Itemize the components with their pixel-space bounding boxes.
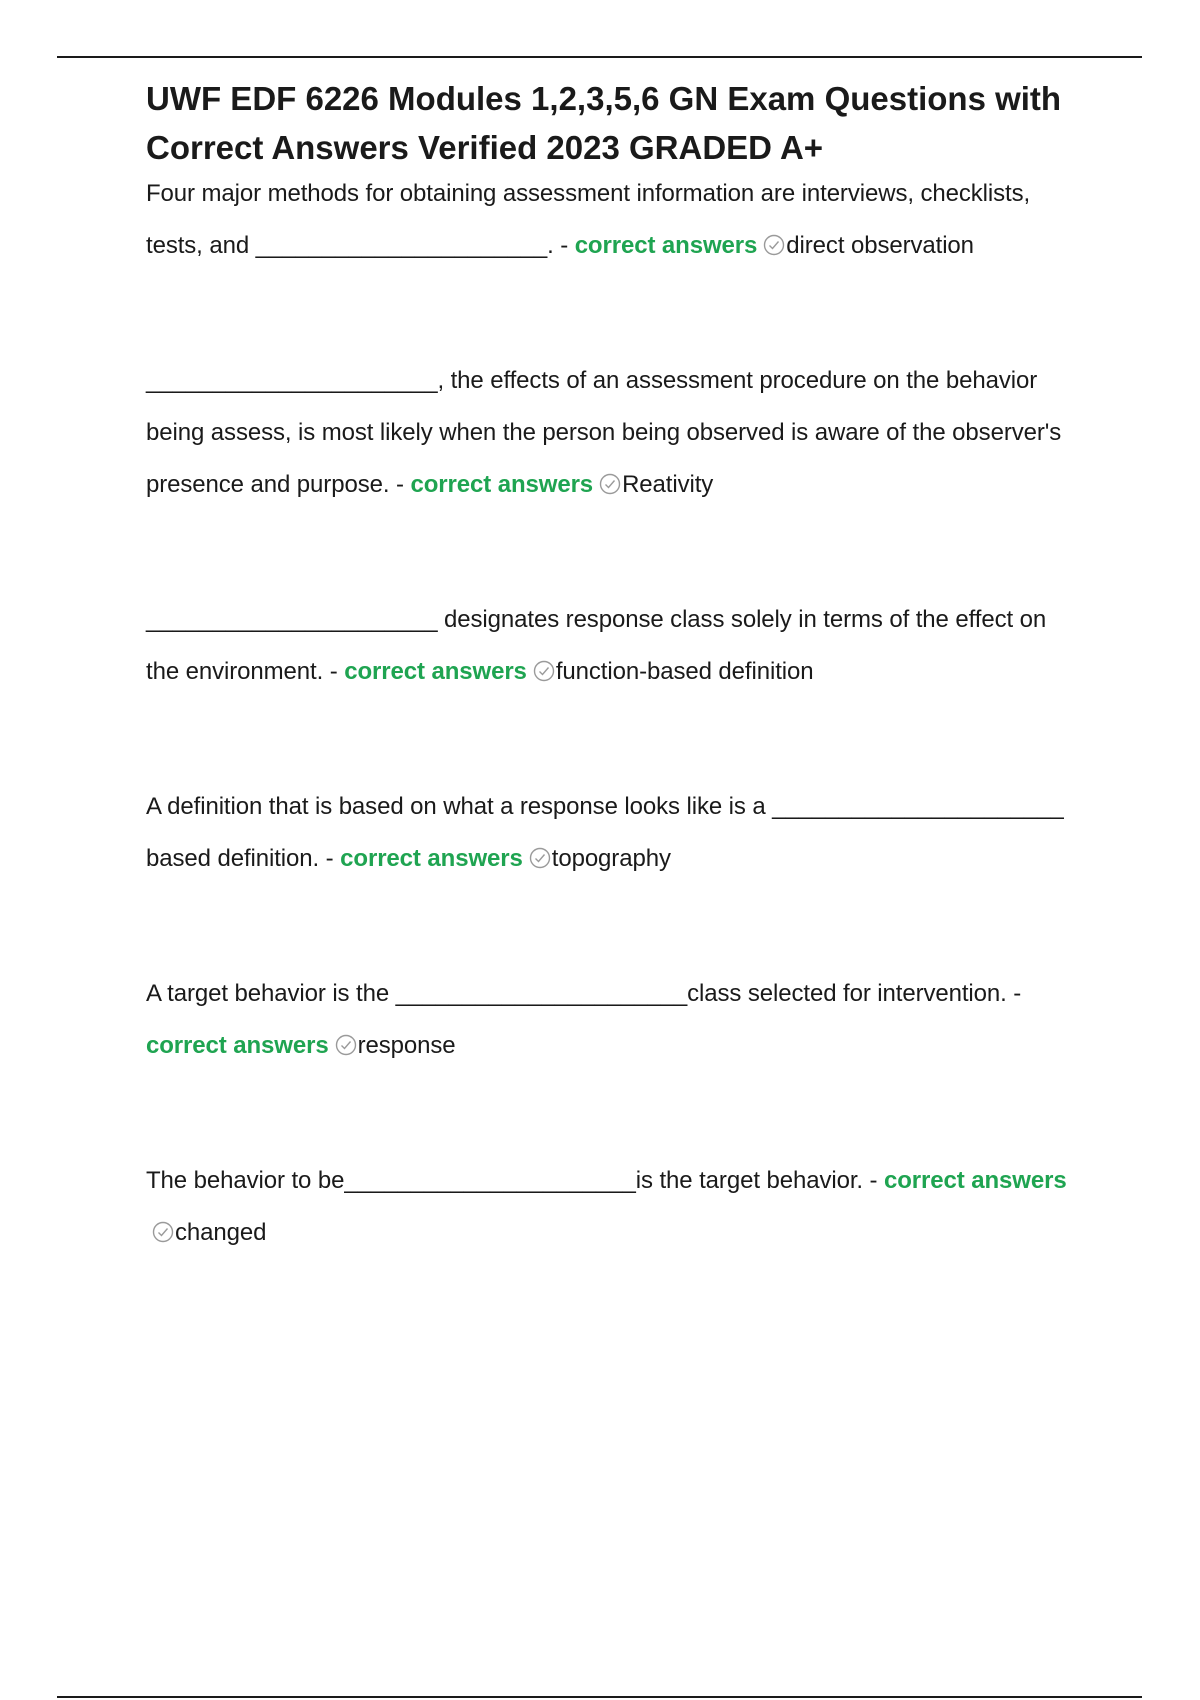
correct-answers-label: correct answers [884,1167,1067,1194]
qa-item [146,355,1082,511]
answer-text: function-based definition [555,658,814,685]
correct-answers-label: correct answers [146,1032,329,1059]
document-title: UWF EDF 6226 Modules 1,2,3,5,6 GN Exam Questions with Correct Answers Verified 2023 GRADED A+ [146,80,1062,166]
question-text: A definition that is based on what a response looks like is a ______________________ based definition. [146,793,1064,872]
answer-text: topography [551,845,671,872]
check-circle-icon [152,1221,174,1243]
question-text: A target behavior is the ______________________class selected for intervention. [146,980,1007,1007]
document-body [146,74,1082,1259]
correct-answers-label: correct answers [344,658,527,685]
qa-item [146,594,1082,698]
question-text: Four major methods for obtaining assessment information are interviews, checklists, tests, and ______________________. [146,180,1031,259]
answer-text: response [357,1032,456,1059]
answer-text: changed [175,1219,267,1246]
qa-item [146,781,1082,885]
correct-answers-label: correct answers [340,845,523,872]
answer-text: direct observation [786,232,974,259]
check-circle-icon [763,234,785,256]
bottom-rule [57,1696,1142,1698]
check-circle-icon [599,473,621,495]
check-circle-icon [335,1034,357,1056]
qa-item [146,968,1082,1072]
separator: - [862,1167,884,1194]
correct-answers-label: correct answers [410,471,594,498]
correct-answers-label: correct answers [574,232,758,259]
separator: - [389,471,411,498]
separator: - [1006,980,1022,1007]
separator: - [323,658,345,685]
answer-text: Reativity [622,471,714,498]
question-text: The behavior to be______________________is the target behavior. [146,1167,863,1194]
qa-item [146,168,1082,272]
question-text: ______________________, the effects of an assessment procedure on the behavior being assess, is most likely when the person being observed is aware of the observer's presence and purpose. [146,367,1062,498]
top-rule [57,56,1142,58]
separator: - [319,845,341,872]
check-circle-icon [533,660,555,682]
qa-item [146,1155,1082,1259]
question-text: ______________________ designates response class solely in terms of the effect on the environment. [146,606,1047,685]
separator: - [553,232,575,259]
check-circle-icon [529,847,551,869]
